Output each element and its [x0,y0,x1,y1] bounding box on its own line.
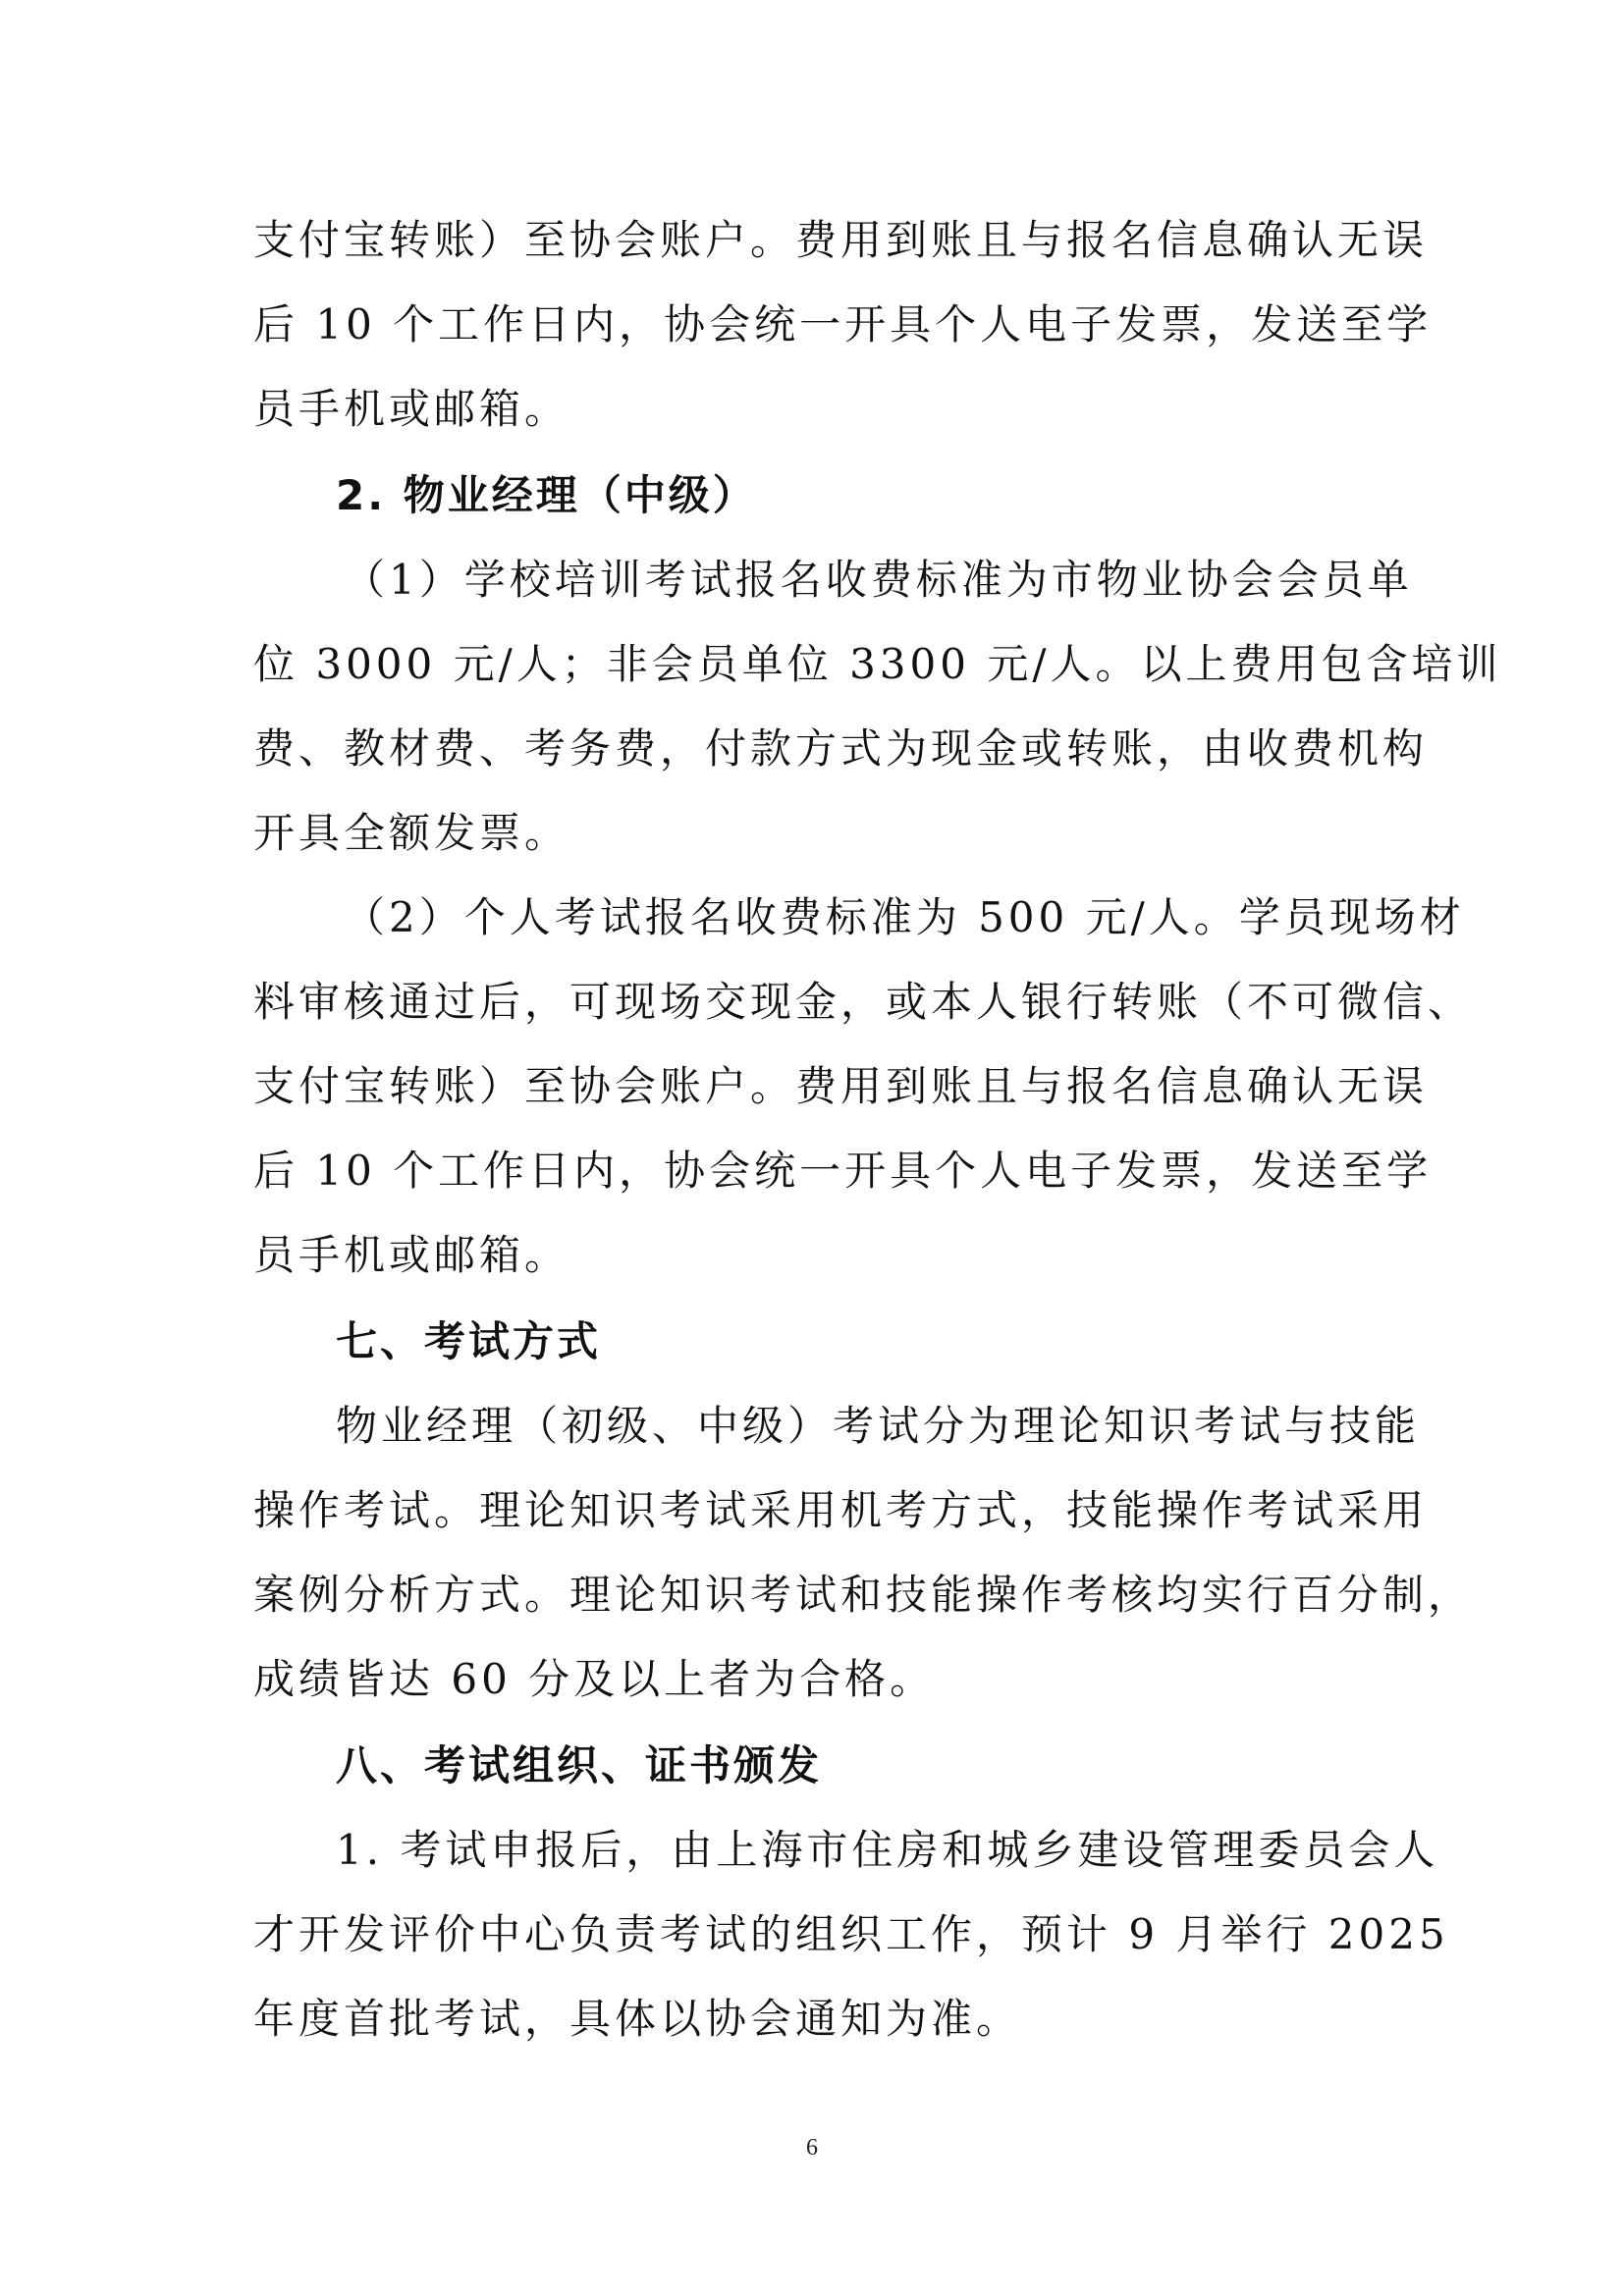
paragraph-line: 支付宝转账）至协会账户。费用到账且与报名信息确认无误 [253,216,1429,264]
paragraph-line: 才开发评价中心负责考试的组织工作，预计 9 月举行 2025 [253,1910,1449,1958]
paragraph-line: 物业经理（初级、中级）考试分为理论知识考试与技能 [336,1402,1421,1450]
section-heading-property-manager-intermediate: 2. 物业经理（中级） [336,471,757,519]
paragraph-line: （2）个人考试报名收费标准为 500 元/人。学员现场材 [344,893,1465,941]
paragraph-line: 支付宝转账）至协会账户。费用到账且与报名信息确认无误 [253,1062,1429,1110]
paragraph-line: 料审核通过后，可现场交现金，或本人银行转账（不可微信、 [253,978,1474,1026]
paragraph-line: 后 10 个工作日内，协会统一开具个人电子发票，发送至学 [253,1147,1433,1195]
paragraph-line: 年度首批考试，具体以协会通知为准。 [253,1995,1022,2043]
paragraph-line: 员手机或邮箱。 [253,1231,570,1279]
paragraph-line: 开具全额发票。 [253,809,570,857]
section-heading-exam-organization: 八、考试组织、证书颁发 [336,1741,823,1789]
paragraph-line: 案例分析方式。理论知识考试和技能操作考核均实行百分制， [253,1571,1474,1619]
paragraph-line: 成绩皆达 60 分及以上者为合格。 [253,1655,936,1703]
paragraph-line: 1. 考试申报后，由上海市住房和城乡建设管理委员会人 [336,1826,1439,1874]
paragraph-line: 员手机或邮箱。 [253,385,570,433]
paragraph-line: （1）学校培训考试报名收费标准为市物业协会会员单 [344,556,1413,604]
page-number: 6 [806,2135,818,2161]
section-heading-exam-method: 七、考试方式 [336,1317,602,1365]
paragraph-line: 操作考试。理论知识考试采用机考方式，技能操作考试采用 [253,1486,1429,1534]
paragraph-line: 费、教材费、考务费，付款方式为现金或转账，由收费机构 [253,724,1429,773]
paragraph-line: 后 10 个工作日内，协会统一开具个人电子发票，发送至学 [253,300,1433,348]
paragraph-line: 位 3000 元/人；非会员单位 3300 元/人。以上费用包含培训 [253,640,1502,688]
